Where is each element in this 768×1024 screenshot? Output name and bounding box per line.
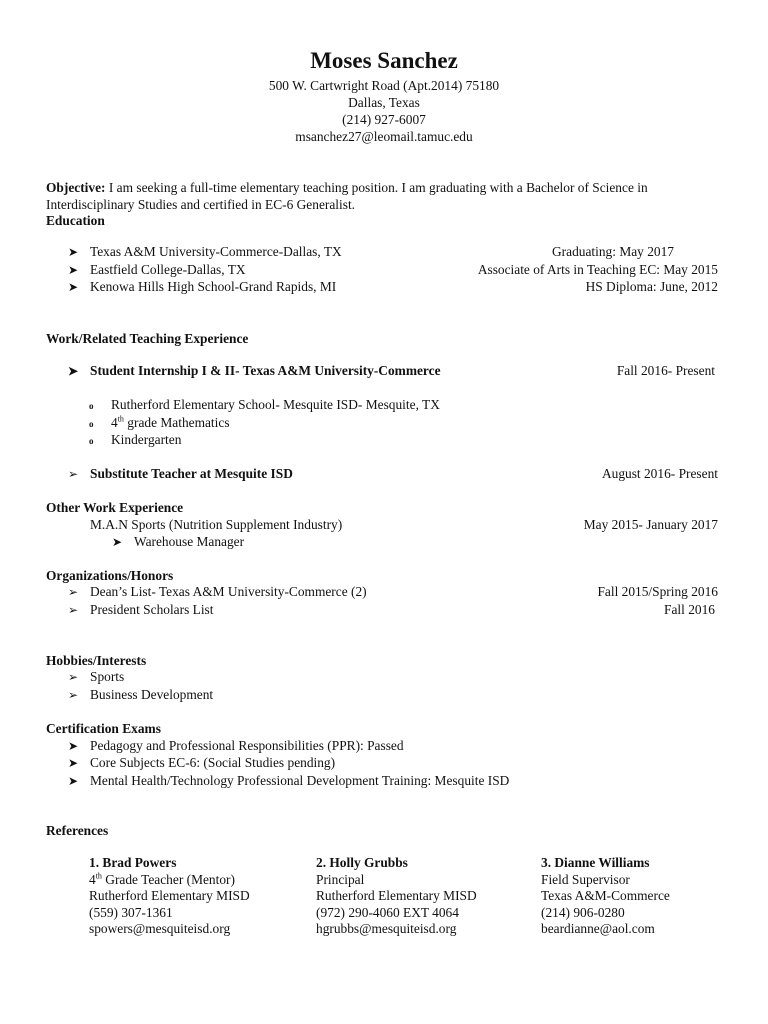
reference-org: Texas A&M-Commerce (541, 888, 670, 903)
role-text: Warehouse Manager (134, 534, 245, 549)
honor-name: President Scholars List (90, 602, 214, 617)
arrowhead-bullet-icon: ➢ (68, 688, 79, 702)
reference-name: 2. Holly Grubbs (316, 855, 408, 870)
hobby-item (68, 686, 213, 704)
resume-name: Moses Sanchez (310, 48, 458, 73)
reference-title: Field Supervisor (541, 871, 630, 887)
arrowhead-bullet-icon: ➤ (68, 756, 79, 770)
objective (46, 179, 726, 213)
reference-email: hgrubbs@mesquiteisd.org (316, 921, 457, 936)
other-work-company: M.A.N Sports (Nutrition Supplement Industry) (90, 517, 343, 532)
substitute-text: Substitute Teacher at Mesquite ISD (90, 466, 293, 481)
arrowhead-bullet-icon: ➢ (68, 585, 79, 599)
arrowhead-bullet-icon: ➤ (68, 280, 79, 294)
sub-item (89, 431, 181, 450)
reference-name: 1. Brad Powers (89, 855, 177, 870)
substitute-title (68, 465, 293, 483)
honor-date: Fall 2016 (664, 602, 715, 617)
circle-bullet-icon: o (89, 401, 94, 411)
sub-item-superscript: th (117, 414, 124, 424)
objective-text: I am seeking a full-time elementary teaching position. I am graduating with a Bachelor of Science in Interdisciplinary Studies and certified in EC-6 Generalist. (46, 180, 648, 212)
education-detail: Associate of Arts in Teaching EC: May 2015 (477, 262, 718, 277)
certification-text: Core Subjects EC-6: (Social Studies pending) (90, 755, 336, 770)
references-heading: References (46, 823, 109, 838)
honor-name: Dean’s List- Texas A&M University-Commerce (2) (90, 584, 367, 599)
sub-item-text: grade Mathematics (123, 415, 230, 430)
honor-item (68, 601, 213, 619)
reference-card (316, 855, 516, 938)
reference-phone: (559) 307-1361 (89, 904, 173, 920)
honors-heading: Organizations/Honors (46, 568, 174, 583)
sub-item (89, 396, 440, 415)
other-work-date: May 2015- January 2017 (583, 517, 718, 532)
sub-item-text: Rutherford Elementary School- Mesquite ISD- Mesquite, TX (111, 397, 440, 412)
internship-text: Student Internship I & II- Texas A&M University-Commerce (90, 363, 441, 378)
substitute-date: August 2016- Present (601, 466, 718, 481)
education-detail: Graduating: May 2017 (552, 244, 674, 259)
reference-title (89, 872, 289, 889)
circle-bullet-icon: o (89, 419, 94, 429)
reference-phone: (972) 290-4060 EXT 4064 (316, 904, 459, 920)
title-superscript: th (95, 871, 102, 881)
sub-item-text: Kindergarten (111, 432, 182, 447)
email: msanchez27@leomail.tamuc.edu (295, 129, 473, 144)
certification-text: Pedagogy and Professional Responsibilities (PPR): Passed (90, 738, 404, 753)
phone: (214) 927-6007 (342, 112, 426, 127)
address-line-1: 500 W. Cartwright Road (Apt.2014) 75180 (268, 78, 500, 93)
education-item (68, 243, 342, 261)
reference-org: Rutherford Elementary MISD (89, 888, 250, 903)
education-school: Texas A&M University-Commerce-Dallas, TX (90, 244, 342, 259)
education-item (68, 261, 246, 279)
arrowhead-bullet-icon: ➢ (68, 603, 79, 617)
hobby-item (68, 668, 124, 686)
arrowhead-bullet-icon: ➤ (68, 263, 79, 277)
arrowhead-bullet-icon: ➤ (112, 535, 123, 549)
reference-phone: (214) 906-0280 (541, 904, 625, 920)
internship-title (68, 362, 441, 380)
arrowhead-bullet-icon: ➤ (68, 774, 79, 788)
reference-title: Principal (316, 871, 365, 887)
education-heading: Education (46, 213, 105, 228)
arrowhead-bullet-icon: ➤ (68, 364, 79, 378)
internship-date: Fall 2016- Present (616, 363, 715, 378)
reference-email: beardianne@aol.com (541, 921, 655, 936)
education-school: Kenowa Hills High School-Grand Rapids, MI (90, 279, 337, 294)
hobby-text: Sports (90, 669, 125, 684)
reference-org: Rutherford Elementary MISD (316, 888, 477, 903)
arrowhead-bullet-icon: ➢ (68, 467, 79, 481)
certification-item (68, 754, 335, 772)
certification-heading: Certification Exams (46, 721, 161, 736)
other-work-heading: Other Work Experience (46, 500, 184, 515)
arrowhead-bullet-icon: ➤ (68, 245, 79, 259)
other-work-role (112, 533, 244, 551)
reference-name: 3. Dianne Williams (541, 855, 650, 870)
reference-email: spowers@mesquiteisd.org (89, 921, 231, 936)
reference-card (541, 855, 741, 938)
arrowhead-bullet-icon: ➢ (68, 670, 79, 684)
certification-item (68, 772, 509, 790)
education-detail: HS Diploma: June, 2012 (585, 279, 718, 294)
work-heading: Work/Related Teaching Experience (46, 331, 249, 346)
certification-item (68, 737, 404, 755)
title-text: Grade Teacher (Mentor) (101, 871, 235, 887)
honor-date: Fall 2015/Spring 2016 (597, 584, 718, 599)
title-number: 4 (89, 871, 96, 887)
education-item (68, 278, 336, 296)
address-line-2: Dallas, Texas (348, 95, 420, 110)
arrowhead-bullet-icon: ➤ (68, 739, 79, 753)
circle-bullet-icon: o (89, 436, 94, 446)
reference-card (89, 855, 289, 938)
sub-item-number: 4 (111, 415, 118, 430)
hobbies-heading: Hobbies/Interests (46, 653, 147, 668)
honor-item (68, 583, 367, 601)
hobby-text: Business Development (90, 687, 214, 702)
education-school: Eastfield College-Dallas, TX (90, 262, 246, 277)
objective-label: Objective: (46, 180, 106, 195)
certification-text: Mental Health/Technology Professional Development Training: Mesquite ISD (90, 773, 510, 788)
